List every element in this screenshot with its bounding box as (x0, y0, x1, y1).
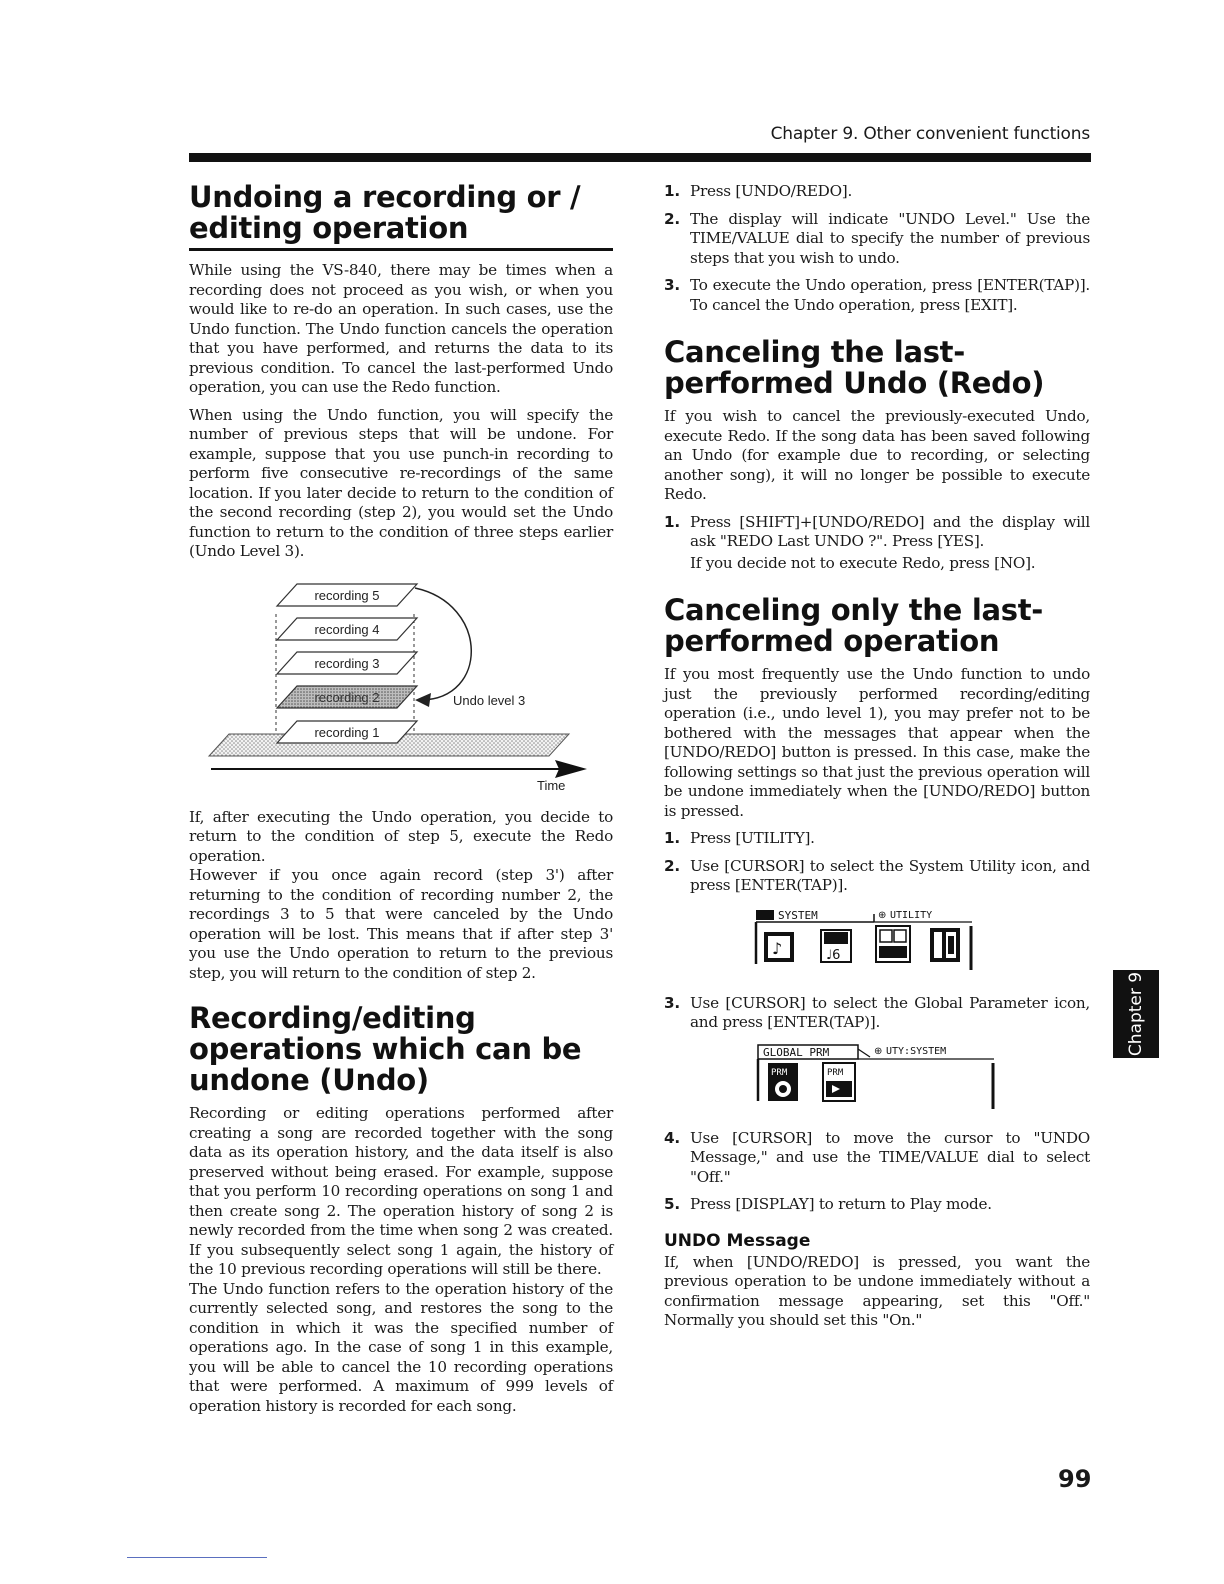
layer-recording-3 (277, 652, 417, 674)
layer-recording-1 (277, 721, 417, 743)
undo-step (664, 182, 1090, 202)
step-text: The display will indicate "UNDO Level." Use the TIME/VALUE dial to specify the number of previous steps that you wish to undo. (690, 209, 1090, 267)
chapter-tab (1113, 970, 1159, 1058)
undo-arrowhead (415, 693, 431, 707)
prm-global-icon (768, 1063, 798, 1101)
step-text: Press [SHIFT]+[UNDO/REDO] and the display will ask "REDO Last UNDO ?". Press [YES]. (690, 512, 1090, 550)
system-utility-screen (664, 904, 1090, 984)
last-op-step (664, 1129, 1090, 1188)
step-text: Use [CURSOR] to move the cursor to "UNDO Message," and use the TIME/VALUE dial to select "Off." (690, 1128, 1090, 1186)
last-op-step (664, 994, 1090, 1033)
step-number: 2. (664, 856, 680, 875)
step-text: Press [UNDO/REDO]. (690, 182, 853, 200)
screen-right-label: UTILITY (890, 909, 933, 921)
sync-icon (876, 926, 910, 962)
system-utility-icon (764, 932, 794, 962)
step-text: Use [CURSOR] to select the Global Parameter icon, and press [ENTER(TAP)]. (690, 993, 1090, 1031)
layer-recording-5 (277, 584, 417, 606)
global-parameter-icon (930, 928, 960, 962)
step-number: 1. (664, 829, 680, 847)
tempo-icon (821, 930, 851, 963)
undo-levels-paragraph: When using the Undo function, you will specify the number of previous steps that will be undone. For example, suppose that you use punch-in recording to perform five consecutive re-recordings of the same location. If you later decide to return to the condition of the second recording (step 2), you would set the Undo function to return to the condition of three steps earlier (Undo Level 3). (189, 405, 613, 560)
layer-label: recording 2 (314, 689, 380, 705)
time-arrowhead (555, 760, 587, 778)
step-text: Press [UTILITY]. (690, 829, 815, 847)
step-number: 3. (664, 276, 680, 294)
layer-label: recording 4 (314, 621, 380, 637)
layer-recording-4 (277, 618, 417, 640)
layer-label: recording 1 (314, 724, 380, 740)
global-parameter-screen (664, 1041, 1090, 1119)
step-number: 1. (664, 512, 680, 531)
layer-label: recording 5 (314, 587, 380, 603)
running-header: Chapter 9. Other convenient functions (770, 124, 1090, 144)
step-number: 1. (664, 182, 680, 200)
right-column (664, 182, 1090, 1339)
step-number: 4. (664, 1128, 680, 1147)
page-number: 99 (1058, 1465, 1092, 1493)
icon-label: PRM (771, 1067, 788, 1078)
undo-level-diagram (189, 574, 613, 796)
search-icon: ⊕ (874, 1045, 883, 1057)
last-op-intro-paragraph: If you most frequently use the Undo function to undo just the previously performed recording/editing operation (i.e., undo level 1), you may prefer not to be bothered with the messages that appear when the [UNDO/REDO] button is pressed. In this case, make the following settings so that just the previous operation will be undone immediately when the [UNDO/REDO] button is pressed. (664, 665, 1090, 820)
ops-section-heading: Recording/editing operations which can be undone (Undo) (189, 1001, 582, 1097)
redo-after-undo-paragraph: If, after executing the Undo operation, you decide to return to the condition of step 5, execute the Redo operation. (189, 807, 613, 865)
layer-label: recording 3 (314, 655, 380, 671)
step-text: Use [CURSOR] to select the System Utility icon, and press [ENTER(TAP)]. (690, 856, 1090, 894)
lost-recordings-paragraph: However if you once again record (step 3') after returning to the condition of recording number 2, the recordings 3 to 5 that were canceled by the Undo operation will be lost. This means that if after step 3' you use the Undo operation to return to the previous step, you will return to the condition of step 2. (189, 866, 613, 982)
search-icon: ⊕ (878, 909, 887, 921)
icon-label: PRM (827, 1067, 844, 1078)
header-rule (189, 153, 1091, 162)
left-column (189, 182, 613, 1424)
undo-section-heading: Undoing a recording or / editing operation (189, 182, 613, 251)
layer-recording-2 (277, 686, 417, 708)
screen-left-label: SYSTEM (778, 908, 818, 922)
step-number: 5. (664, 1195, 680, 1213)
redo-section-heading: Canceling the last-performed Undo (Redo) (664, 335, 1045, 400)
undo-message-paragraph: If, when [UNDO/REDO] is pressed, you want the previous operation to be undone immediately without a confirmation message appearing, set this "Off." Normally you should set this "On." (664, 1252, 1090, 1329)
step-number: 3. (664, 993, 680, 1012)
undo-level-label: Undo level 3 (453, 692, 526, 708)
ops-history-paragraph: Recording or editing operations performed after creating a song are recorded together with the song data as its operation history, and the data itself is also preserved without being erased. For example, suppose that you perform 10 recording operations on song 1 and then create song 2. The operation history of song 2 is newly recorded from the time when song 2 was created. If you subsequently select song 1 again, the history of the 10 previous recording operations will still be there. (189, 1104, 613, 1278)
screen-left-label: GLOBAL PRM (763, 1045, 830, 1059)
redo-note: If you decide not to execute Redo, press [NO]. (690, 553, 1036, 572)
footer-rule (127, 1557, 267, 1558)
redo-step (664, 513, 1090, 552)
redo-intro-paragraph: If you wish to cancel the previously-executed Undo, execute Redo. If the song data has been saved following an Undo (for example due to recording, or selecting another song), it will no longer be possible to execute Redo. (664, 407, 1090, 503)
undo-step (664, 276, 1090, 315)
time-label: Time (537, 777, 566, 792)
undo-arc (415, 588, 471, 700)
step-text: To execute the Undo operation, press [ENTER(TAP)]. To cancel the Undo operation, press [EXIT]. (690, 276, 1090, 314)
last-op-step (664, 857, 1090, 896)
ops-restore-paragraph: The Undo function refers to the operation history of the currently selected song, and restores the song to the condition in which it was the specified number of operations ago. In the case of song 1 in this example, you will be able to cancel the 10 recording operations that were performed. A maximum of 999 levels of operation history is recorded for each song. (189, 1279, 613, 1415)
last-op-section-heading: Canceling only the last-performed operation (664, 593, 1043, 658)
svg-text:♩6: ♩6 (826, 947, 841, 963)
last-op-step (664, 1195, 1090, 1215)
step-text: Press [DISPLAY] to return to Play mode. (690, 1195, 992, 1213)
screen-right-label: UTY:SYSTEM (886, 1045, 947, 1057)
undo-step (664, 210, 1090, 269)
svg-text:♪: ♪ (772, 938, 783, 958)
prm-sync-icon (823, 1063, 855, 1101)
chapter-tab-label: Chapter 9 (1126, 971, 1146, 1057)
undo-message-heading: UNDO Message (664, 1230, 811, 1251)
last-op-step (664, 829, 1090, 849)
undo-intro-paragraph: While using the VS-840, there may be times when a recording does not proceed as you wish, or when you would like to re-do an operation. In such cases, use the Undo function. The Undo function cancels the operation that you have performed, and returns the data to its previous condition. To cancel the last-performed Undo operation, you can use the Redo function. (189, 261, 613, 396)
step-number: 2. (664, 209, 680, 228)
